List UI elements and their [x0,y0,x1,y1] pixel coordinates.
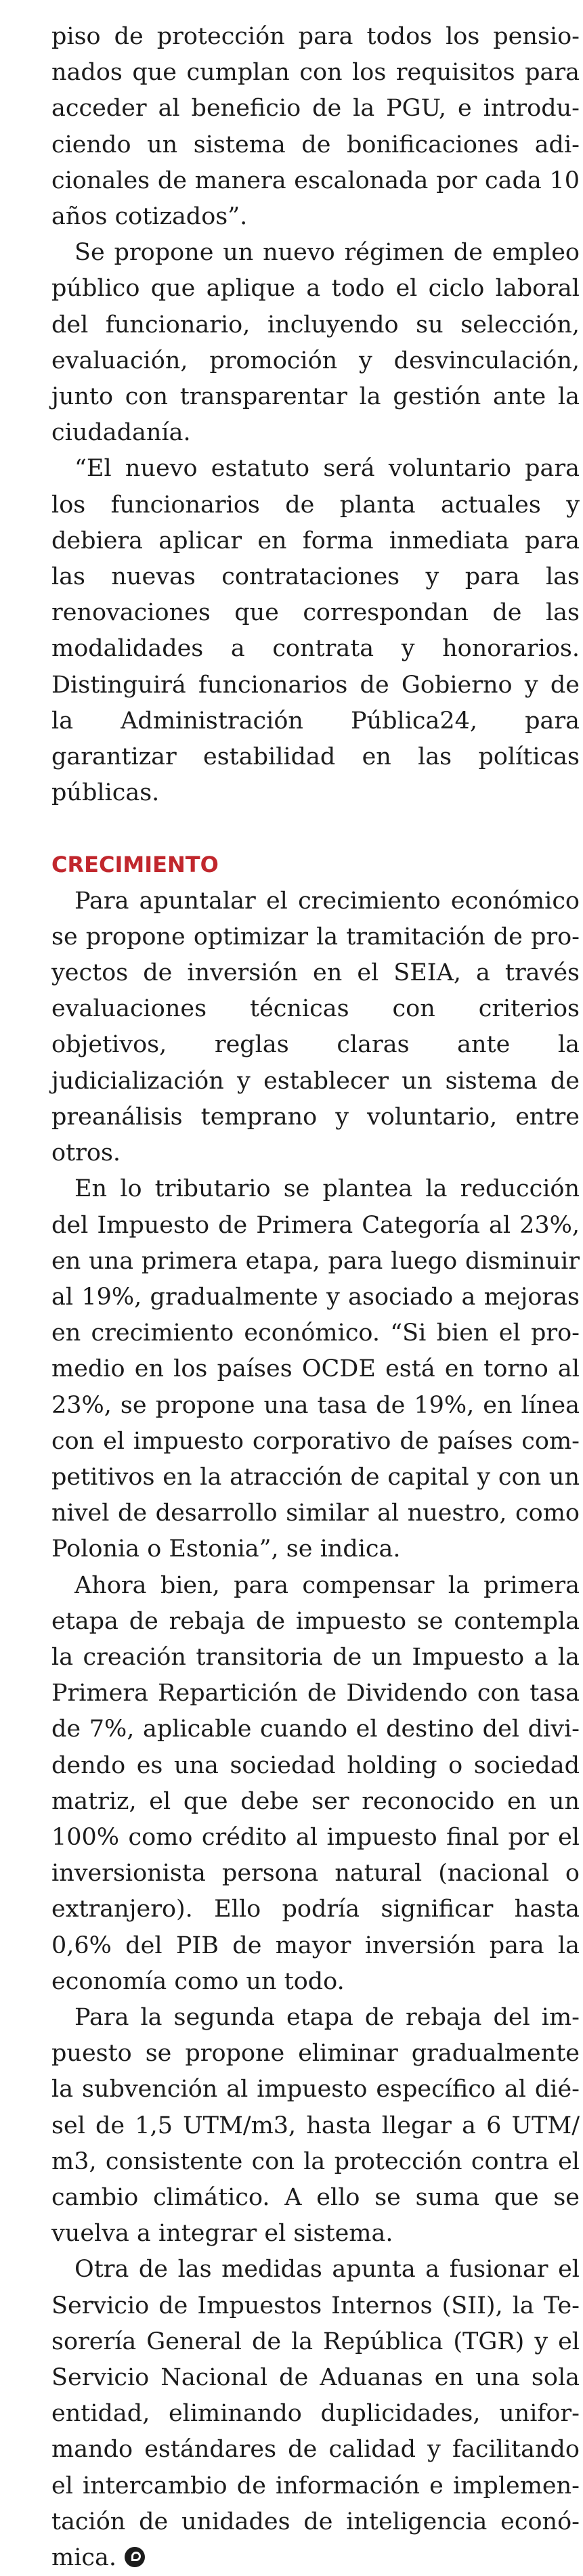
section-heading: CRECIMIENTO [51,852,219,878]
article-paragraph: piso de protección para todos los pensionados que cumplan con los requisitos para acceder al beneficio de la PGU, e introduciendo un sistema de bonificaciones adicionales de manera escalonada por cada 10 años cotizados”. [51,23,580,231]
article-paragraph: Ahora bien, para compensar la primera etapa de rebaja de impuesto se contempla la creación transitoria de un Impuesto a la Primera Repartición de Dividendo con tasa de 7%, aplicable cuando el destino del dividendo es una sociedad holding o sociedad matriz, el que debe ser reconocido en un 100% como crédito al impuesto final por el inversionista persona natural (nacional o extranjero). Ello podría significar hasta 0,6% del PIB de mayor inversión para la economía como un todo. [51,1571,580,1995]
article-last-paragraph-text: Otra de las medidas apunta a fusionar el Servicio de Impuestos Internos (SII), la Tesorería General de la República (TGR) y el Servicio Nacional de Aduanas en una sola entidad, eliminando duplicidades, uniformando estándares de calidad y facilitando el intercambio de información e implementación de unidades de inteligencia económica. [51,2256,580,2572]
article-last-paragraph [51,2252,580,2576]
end-mark-icon [125,2547,145,2567]
article-paragraph: En lo tributario se plantea la reducción del Impuesto de Primera Categoría al 23%, en una primera etapa, para luego disminuir al 19%, gradualmente y asociado a mejoras en crecimiento económico. “Si bien el promedio en los países OCDE está en torno al 23%, se propone una tasa de 19%, en línea con el impuesto corporativo de países competitivos en la atracción de capital y con un nivel de desarrollo similar al nuestro, como Polonia o Estonia”, se indica. [51,1175,580,1563]
article-paragraph: Para la segunda etapa de rebaja del impuesto se propone eliminar gradualmente la subvención al impuesto específico al diésel de 1,5 UTM/m3, hasta llegar a 6 UTM/ m3, consistente con la protección contra el cambio climático. A ello se suma que se vuelva a integrar el sistema. [51,2003,580,2248]
article-paragraph: “El nuevo estatuto será voluntario para los funcionarios de planta actuales y debiera aplicar en forma inmediata para las nuevas contrataciones y para las renovaciones que correspondan de las modalidades a contrata y honorarios. Distinguirá funcionarios de Gobierno y de la Administración Pública24, para garantizar estabilidad en las políticas públicas. [51,455,580,807]
article-paragraph: Para apuntalar el crecimiento económico se propone optimizar la tramitación de proyectos de inversión en el SEIA, a través evaluaciones técnicas con criterios objetivos, reglas claras ante la judicialización y establecer un sistema de preanálisis temprano y voluntario, entre otros. [51,887,580,1167]
article-column [51,19,580,2576]
article-paragraph: Se propone un nuevo régimen de empleo público que aplique a todo el ciclo laboral del funcionario, incluyendo su selección, evaluación, promoción y desvinculación, junto con transparentar la gestión ante la ciudadanía. [51,239,580,447]
